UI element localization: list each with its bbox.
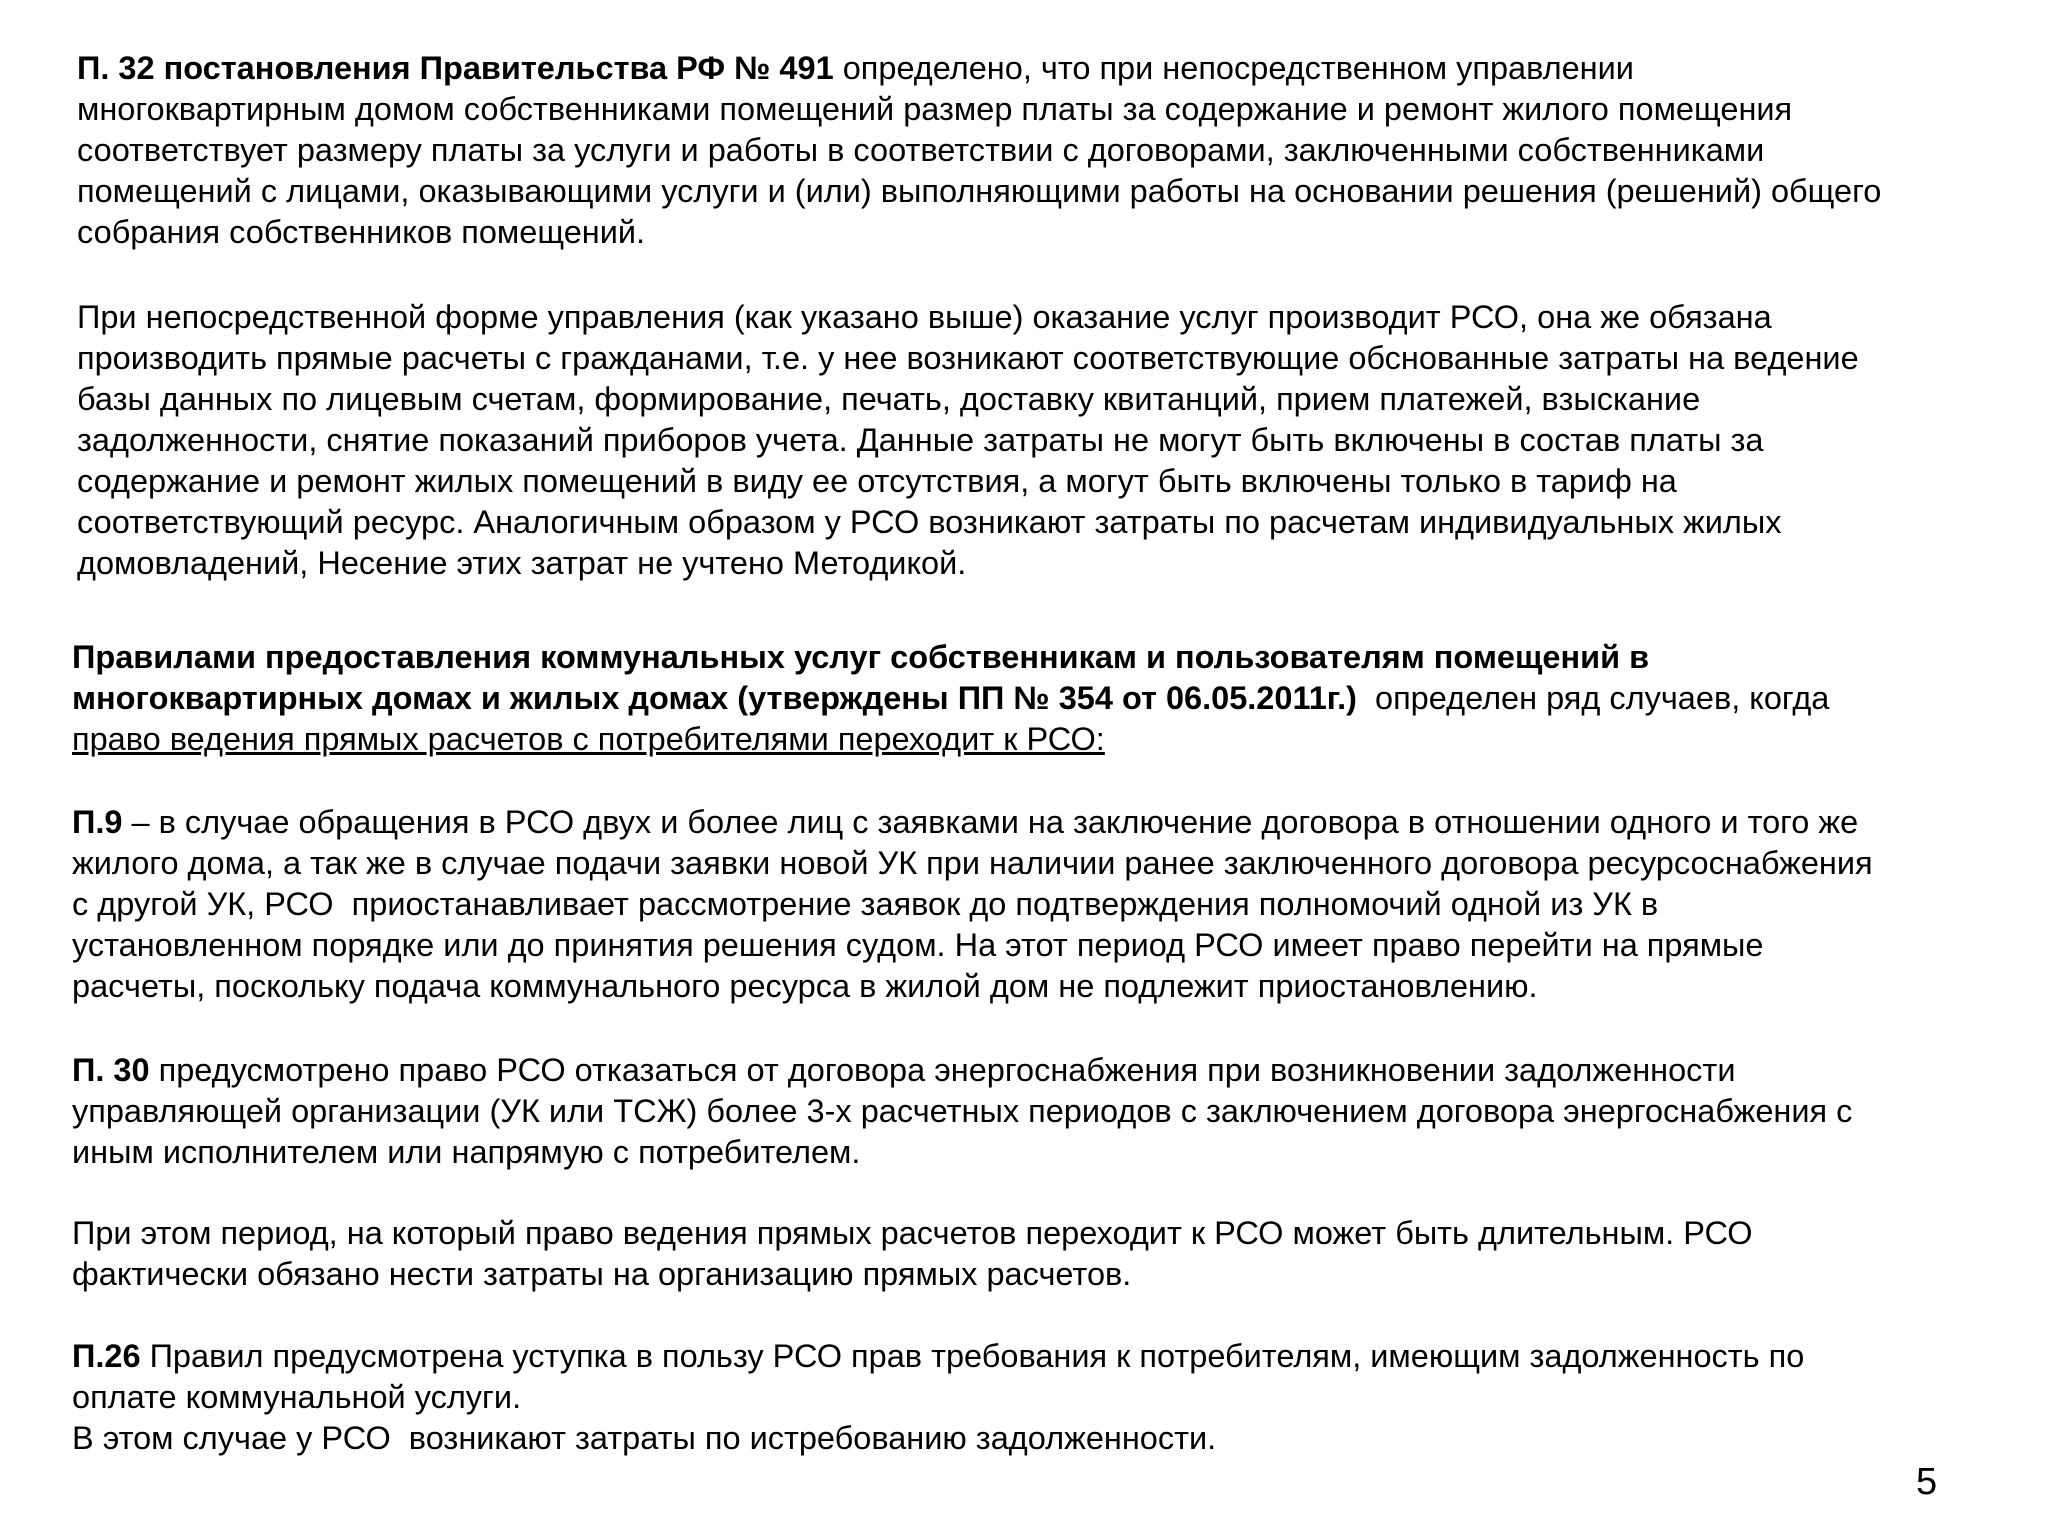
- underlined-text: право ведения прямых расчетов с потребителями переходит к РСО:: [72, 721, 1105, 757]
- text-span: Правил предусмотрена уступка в пользу РСО прав требования к потребителям, имеющим задолженность по: [140, 1338, 1805, 1374]
- bold-reference: Правилами предоставления коммунальных услуг собственникам и пользователям помещений в: [72, 639, 1650, 675]
- paragraph-direct-management: [77, 297, 2027, 584]
- paragraph-period: [72, 1213, 2032, 1295]
- text-line: задолженности, снятие показаний приборов учета. Данные затраты не могут быть включены в состав платы за: [77, 422, 1764, 458]
- text-line: При непосредственной форме управления (как указано выше) оказание услуг производит РСО, она же обязана: [77, 299, 1772, 335]
- text-line: содержание и ремонт жилых помещений в виду ее отсутствия, а могут быть включены только в тариф на: [77, 463, 1677, 499]
- text-line: соответствующий ресурс. Аналогичным образом у РСО возникают затраты по расчетам индивидуальных жилых: [77, 504, 1782, 540]
- page-number: 5: [1916, 1461, 1938, 1503]
- text-span: определен ряд случаев, когда: [1356, 680, 1830, 716]
- bold-reference: П.9: [72, 804, 123, 840]
- text-line: многоквартирным домом собственниками помещений размер платы за содержание и ремонт жилого помещения: [77, 91, 1793, 127]
- text-line: домовладений, Несение этих затрат не учтено Методикой.: [77, 545, 967, 581]
- text-line: В этом случае у РСО возникают затраты по истребованию задолженности.: [72, 1420, 1217, 1456]
- bold-reference: П. 32 постановления Правительства РФ № 491: [77, 50, 834, 86]
- text-line: собрания собственников помещений.: [77, 214, 646, 250]
- text-line: [72, 1050, 2032, 1091]
- paragraph-p26: [72, 1336, 2032, 1459]
- text-line: производить прямые расчеты с гражданами, т.е. у нее возникают соответствующие обснованные затраты на ведение: [77, 340, 1859, 376]
- text-line: иным исполнителем или напрямую с потребителем.: [72, 1134, 861, 1170]
- text-line: помещений с лицами, оказывающими услуги и (или) выполняющими работы на основании решения (решений) общего: [77, 173, 1882, 209]
- text-line: расчеты, поскольку подача коммунального ресурса в жилой дом не подлежит приостановлению.: [72, 968, 1538, 1004]
- paragraph-rules-354: [72, 637, 2032, 760]
- text-line: оплате коммунальной услуги.: [72, 1379, 522, 1415]
- bold-reference: П.26: [72, 1338, 141, 1374]
- text-span: – в случае обращения в РСО двух и более лиц с заявками на заключение договора в отношении одного и того же: [122, 804, 1859, 840]
- text-span: определено, что при непосредственном управлении: [833, 50, 1634, 86]
- text-line: жилого дома, а так же в случае подачи заявки новой УК при наличии ранее заключенного договора ресурсоснабжения: [72, 845, 1873, 881]
- bold-reference: многоквартирных домах и жилых домах (утверждены ПП № 354 от 06.05.2011г.): [72, 680, 1357, 716]
- text-line: управляющей организации (УК или ТСЖ) более 3-х расчетных периодов с заключением договора энергоснабжения с: [72, 1093, 1853, 1129]
- paragraph-p9: [72, 802, 2032, 1007]
- text-span: предусмотрено право РСО отказаться от договора энергоснабжения при возникновении задолженности: [149, 1052, 1736, 1088]
- text-line: [72, 1336, 2032, 1377]
- text-line: [72, 678, 2032, 719]
- text-line: соответствует размеру платы за услуги и работы в соответствии с договорами, заключенными собственниками: [77, 132, 1765, 168]
- text-line: базы данных по лицевым счетам, формирование, печать, доставку квитанций, прием платежей, взыскание: [77, 381, 1701, 417]
- text-line: [72, 802, 2032, 843]
- bold-reference: П. 30: [72, 1052, 150, 1088]
- text-line: [72, 637, 2032, 678]
- paragraph-p30: [72, 1050, 2032, 1173]
- text-line: с другой УК, РСО приостанавливает рассмотрение заявок до подтверждения полномочий одной из УК в: [72, 886, 1659, 922]
- text-line: При этом период, на который право ведения прямых расчетов переходит к РСО может быть длительным. РСО: [72, 1215, 1753, 1251]
- text-line: фактически обязано нести затраты на организацию прямых расчетов.: [72, 1256, 1132, 1292]
- text-line: установленном порядке или до принятия решения судом. На этот период РСО имеет право перейти на прямые: [72, 927, 1764, 963]
- paragraph-resolution-491: [77, 48, 2027, 253]
- text-line: [77, 48, 2027, 89]
